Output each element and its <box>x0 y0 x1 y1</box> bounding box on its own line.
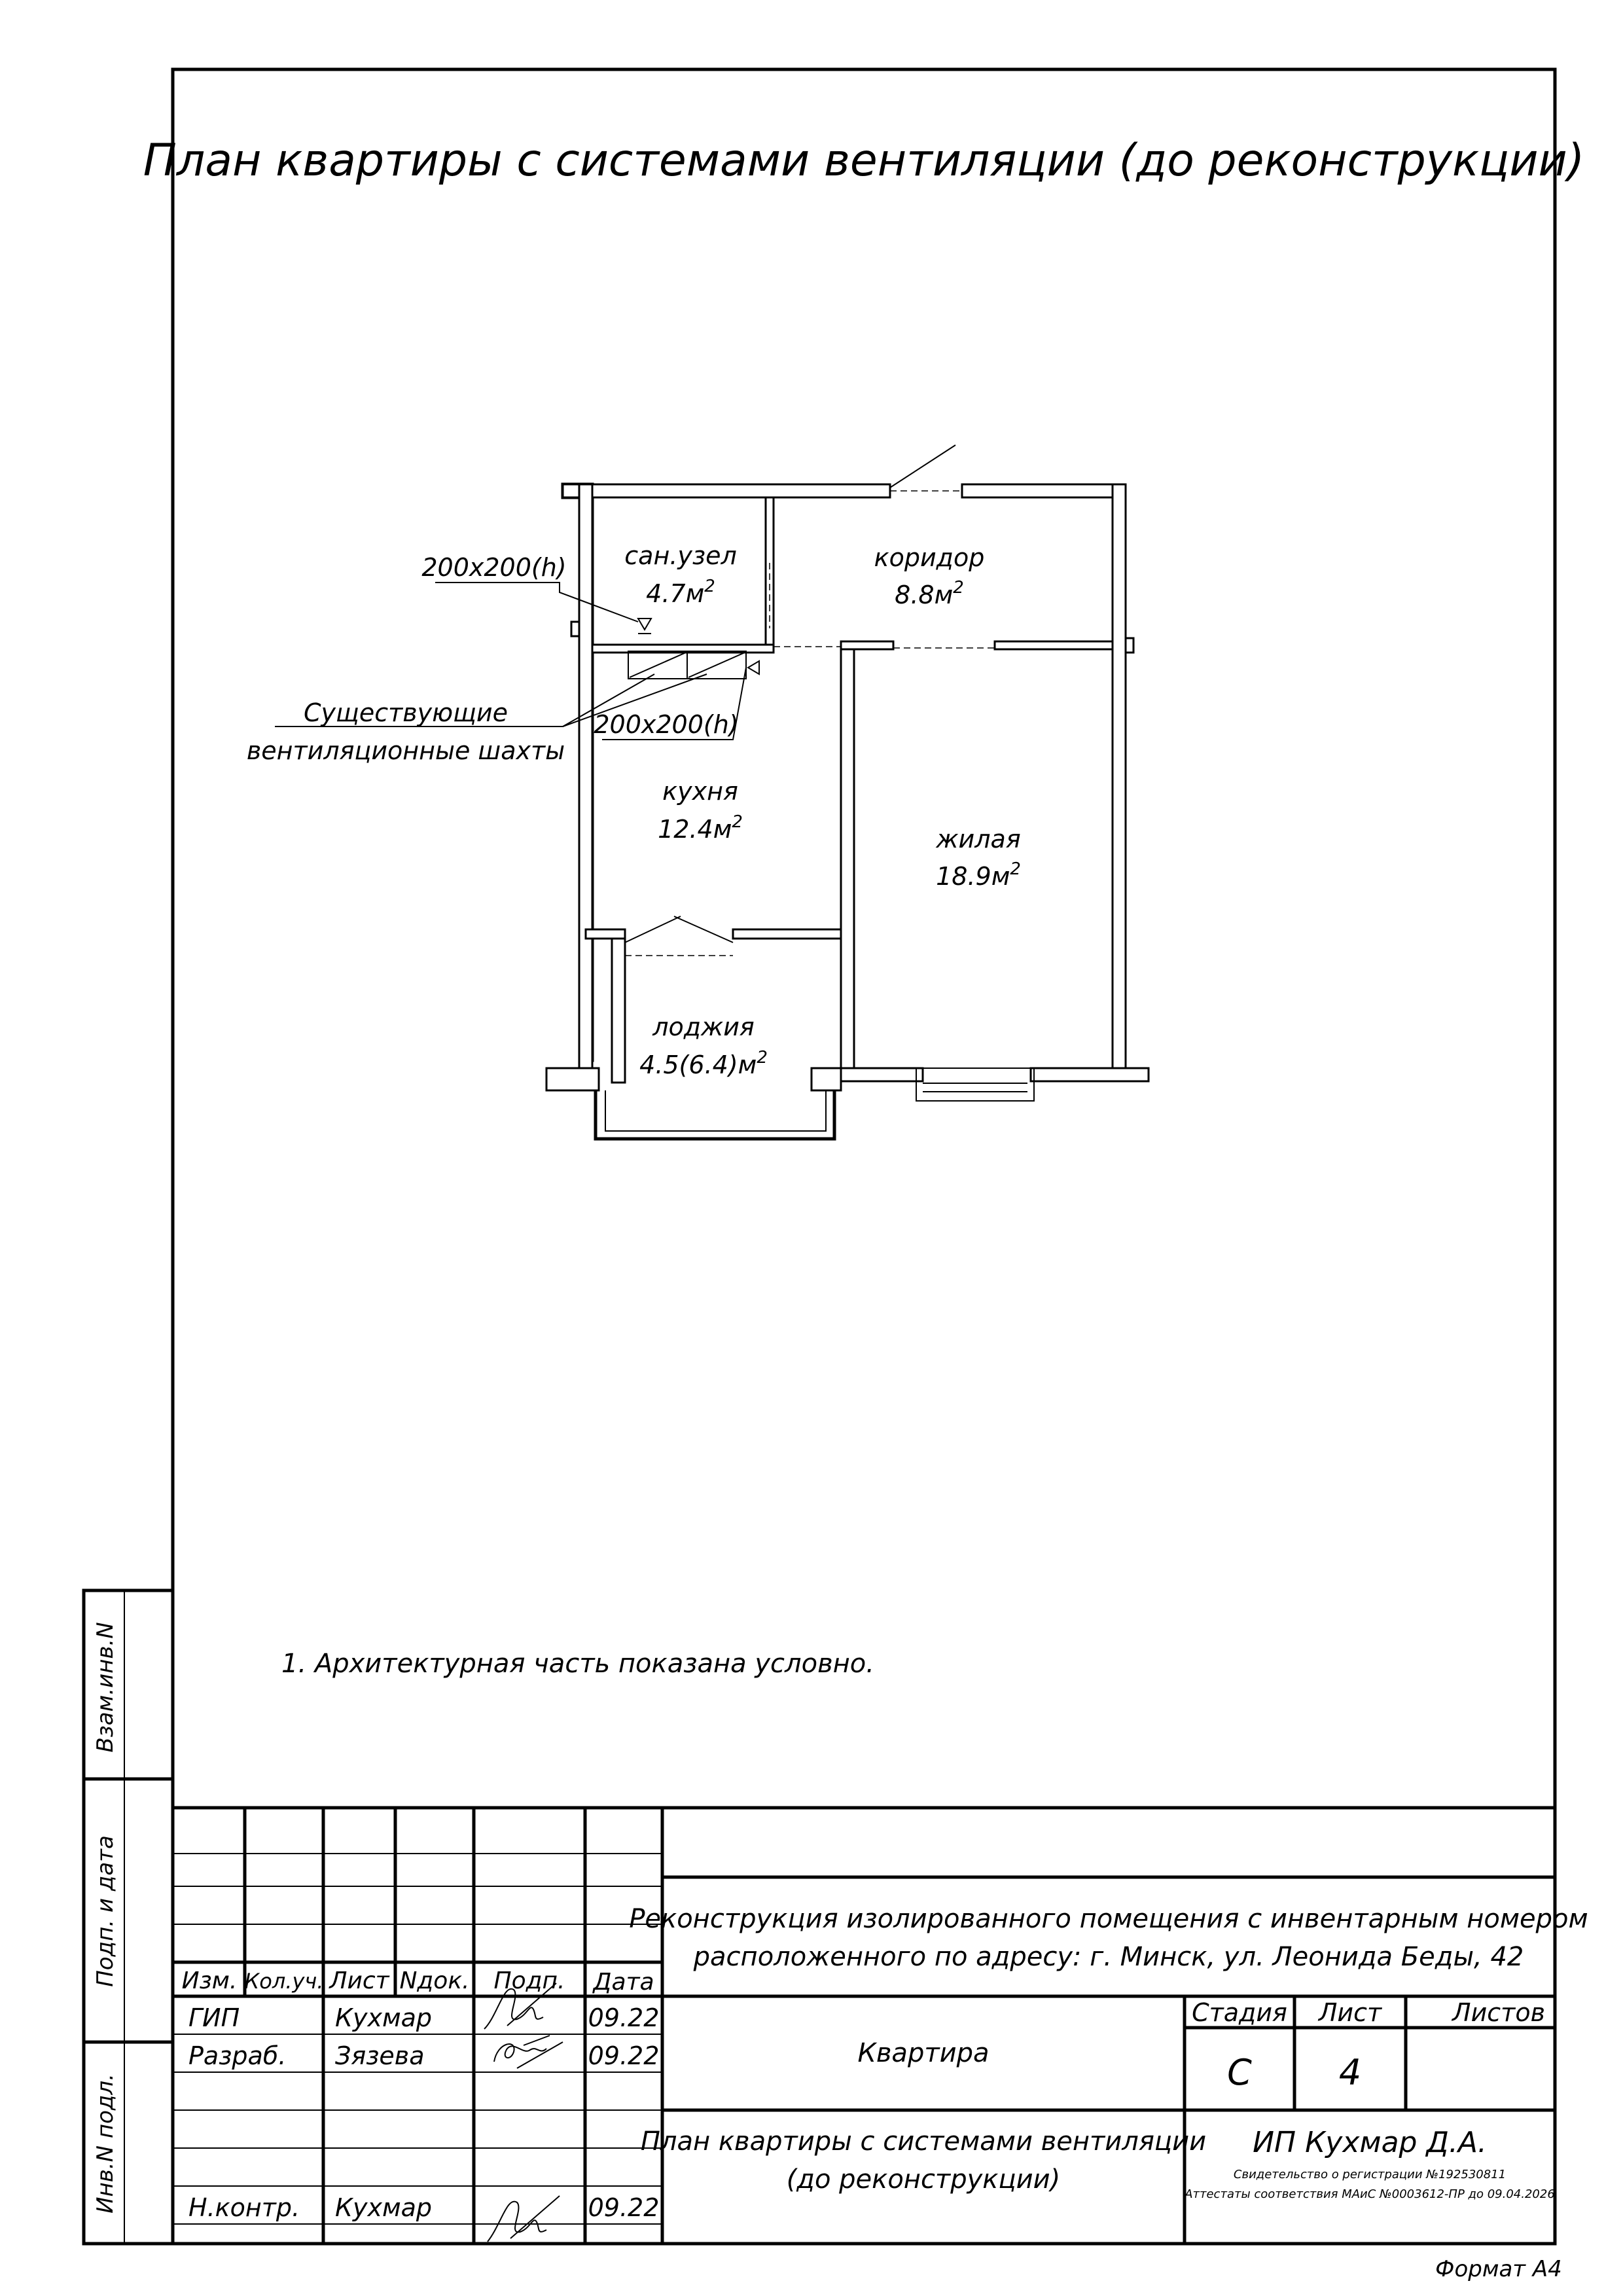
shafts-label-line2: вентиляционные шахты <box>246 736 565 765</box>
tb-header-signature: Подп. <box>493 1967 565 1994</box>
tb-company: ИП Кухмар Д.А. <box>1253 2126 1487 2159</box>
side-stamp-original-inv: Инв.N подл. <box>92 2073 118 2214</box>
svg-text:4.5(6.4)м2: $4.5(6.4)м^2$ <box>639 1048 768 1079</box>
tb-name-gip: Кухмар <box>335 2003 433 2032</box>
room-area-corridor: 8.8м <box>895 581 954 609</box>
tb-project-line1: Реконструкция изолированного помещения с инвентарным номером <box>629 1904 1588 1934</box>
signature-normcontrol <box>488 2196 560 2242</box>
tb-sheet-value: 4 <box>1338 2052 1362 2093</box>
vent-label-2: 200x200(h) <box>594 710 739 739</box>
tb-header-date: Дата <box>593 1969 654 1996</box>
loggia-door-swing-2 <box>674 916 733 942</box>
signature-developer <box>494 2036 563 2068</box>
shafts-label-line1: Существующие <box>304 698 508 727</box>
side-stamp-sign-date: Подп. и дата <box>92 1835 118 1987</box>
vent-marker-1 <box>638 619 651 630</box>
room-area-loggia: 4.5(6.4)м <box>639 1050 757 1079</box>
tb-header-sheet: Лист <box>329 1967 389 1994</box>
tb-role-normcontrol: Н.контр. <box>188 2193 300 2222</box>
tb-sheets-label: Листов <box>1452 1998 1545 2027</box>
vent-leader-1 <box>435 583 638 622</box>
tb-role-gip: ГИП <box>188 2003 240 2032</box>
tb-stage-value: С <box>1227 2052 1252 2093</box>
room-area-bathroom: 4.7м <box>646 579 705 608</box>
side-stamp <box>84 1590 173 2244</box>
tb-date-gip: 09.22 <box>588 2003 660 2032</box>
svg-text:8.8м2: $8.8м^2$ <box>895 578 964 609</box>
room-labels <box>247 541 1021 1079</box>
tb-date-normcontrol: 09.22 <box>588 2193 660 2222</box>
tb-header-count: Кол.уч. <box>244 1969 324 1994</box>
tb-name-developer: Зязева <box>335 2041 425 2070</box>
side-stamp-replacement: Взам.инв.N <box>92 1622 118 1753</box>
vent-label-1: 200x200(h) <box>421 553 567 582</box>
tb-sheet-title-line1: План квартиры с системами вентиляции <box>640 2126 1207 2157</box>
room-area-kitchen: 12.4м <box>658 815 732 844</box>
wall-bath-corridor <box>766 497 774 648</box>
room-name-living: жилая <box>936 825 1021 853</box>
drawing-title: План квартиры с системами вентиляции (до реконструкции) <box>143 135 1585 187</box>
tb-cert-line1: Свидетельство о регистрации №192530811 <box>1233 2168 1507 2181</box>
room-name-loggia: лоджия <box>652 1013 755 1041</box>
tb-role-developer: Разраб. <box>188 2041 287 2070</box>
svg-text:18.9м2: $18.9м^2$ <box>936 859 1021 891</box>
wall-top-right <box>962 484 1126 497</box>
wall-kitchen-living <box>841 649 854 1068</box>
tb-object: Квартира <box>857 2038 990 2068</box>
tb-project-line2: расположенного по адресу: г. Минск, ул. Леонида Беды, 42 <box>693 1942 1524 1972</box>
loggia-door-swing-1 <box>625 916 681 942</box>
tb-name-normcontrol: Кухмар <box>335 2193 433 2222</box>
tb-stage-label: Стадия <box>1192 1998 1287 2027</box>
room-name-kitchen: кухня <box>662 777 738 806</box>
vent-marker-2 <box>748 661 759 674</box>
tb-sheet-label: Лист <box>1318 1998 1382 2027</box>
wall-right <box>1113 484 1126 1073</box>
tb-sheet-title-line2: (до реконструкции) <box>786 2164 1061 2195</box>
tb-header-change: Изм. <box>181 1967 238 1994</box>
svg-text:12.4м2: $12.4м^2$ <box>658 812 743 844</box>
living-room-window <box>916 1068 1034 1101</box>
room-area-living: 18.9м <box>936 862 1010 891</box>
entrance-door-swing <box>890 445 955 488</box>
svg-text:4.7м2: $4.7м^2$ <box>646 577 715 608</box>
tb-cert-line2: Аттестаты соответствия МАиС №0003612-ПР до 09.04.2026 <box>1185 2187 1555 2201</box>
tb-header-doc: Nдок. <box>399 1967 470 1994</box>
room-name-bathroom: сан.узел <box>624 541 737 570</box>
tb-date-developer: 09.22 <box>588 2041 660 2070</box>
wall-top-left <box>563 484 890 497</box>
room-name-corridor: коридор <box>874 543 985 572</box>
sheet-format-label: Формат А4 <box>1435 2256 1562 2282</box>
title-block <box>173 1808 1588 2244</box>
wall-left <box>579 484 592 1073</box>
note-text: 1. Архитектурная часть показана условно. <box>281 1649 874 1679</box>
